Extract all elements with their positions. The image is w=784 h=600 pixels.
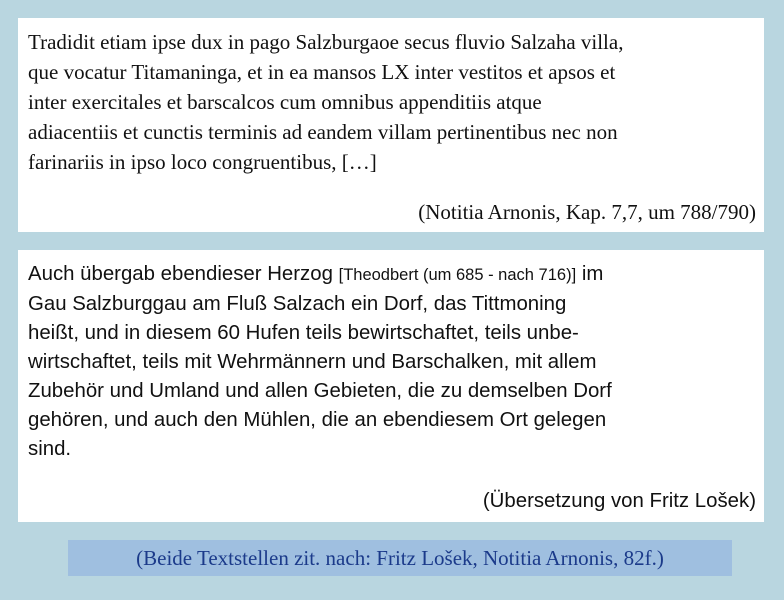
latin-line: Tradidit etiam ipse dux in pago Salzburgaoe secus fluvio Salzaha villa, — [28, 30, 624, 54]
german-line-start: Auch übergab ebendieser Herzog — [28, 263, 339, 285]
german-translation-text — [28, 260, 754, 464]
german-line: sind. — [28, 438, 72, 460]
german-line: Gau Salzburggau am Fluß Salzach ein Dorf, das Tittmoning — [28, 293, 567, 315]
german-line: wirtschaftet, teils mit Wehrmännern und Barschalken, mit allem — [28, 351, 597, 373]
german-line-end: im — [576, 263, 604, 285]
editorial-bracket: [Theodbert (um 685 - nach 716)] — [338, 266, 577, 284]
latin-line: farinariis in ipso loco congruentibus, […] — [28, 150, 377, 174]
german-line: gehören, und auch den Mühlen, die an ebendiesem Ort gelegen — [28, 409, 607, 431]
citation-note: (Beide Textstellen zit. nach: Fritz Lošek, Notitia Arnonis, 82f.) — [68, 540, 732, 576]
german-source: (Übersetzung von Fritz Lošek) — [482, 490, 756, 512]
latin-line: adiacentiis et cunctis terminis ad eandem villam pertinentibus nec non — [28, 120, 618, 144]
latin-quote-text — [28, 27, 754, 177]
latin-quote-box — [18, 18, 764, 232]
latin-source: (Notitia Arnonis, Kap. 7,7, um 788/790) — [418, 200, 756, 224]
german-translation-box — [18, 250, 764, 522]
german-line — [28, 260, 754, 290]
latin-line: que vocatur Titamaninga, et in ea mansos LX inter vestitos et apsos et — [28, 60, 616, 84]
latin-line: inter exercitales et barscalcos cum omnibus appenditiis atque — [28, 90, 542, 114]
german-line: heißt, und in diesem 60 Hufen teils bewirtschaftet, teils unbe- — [28, 322, 579, 344]
german-line: Zubehör und Umland und allen Gebieten, die zu demselben Dorf — [28, 380, 612, 402]
